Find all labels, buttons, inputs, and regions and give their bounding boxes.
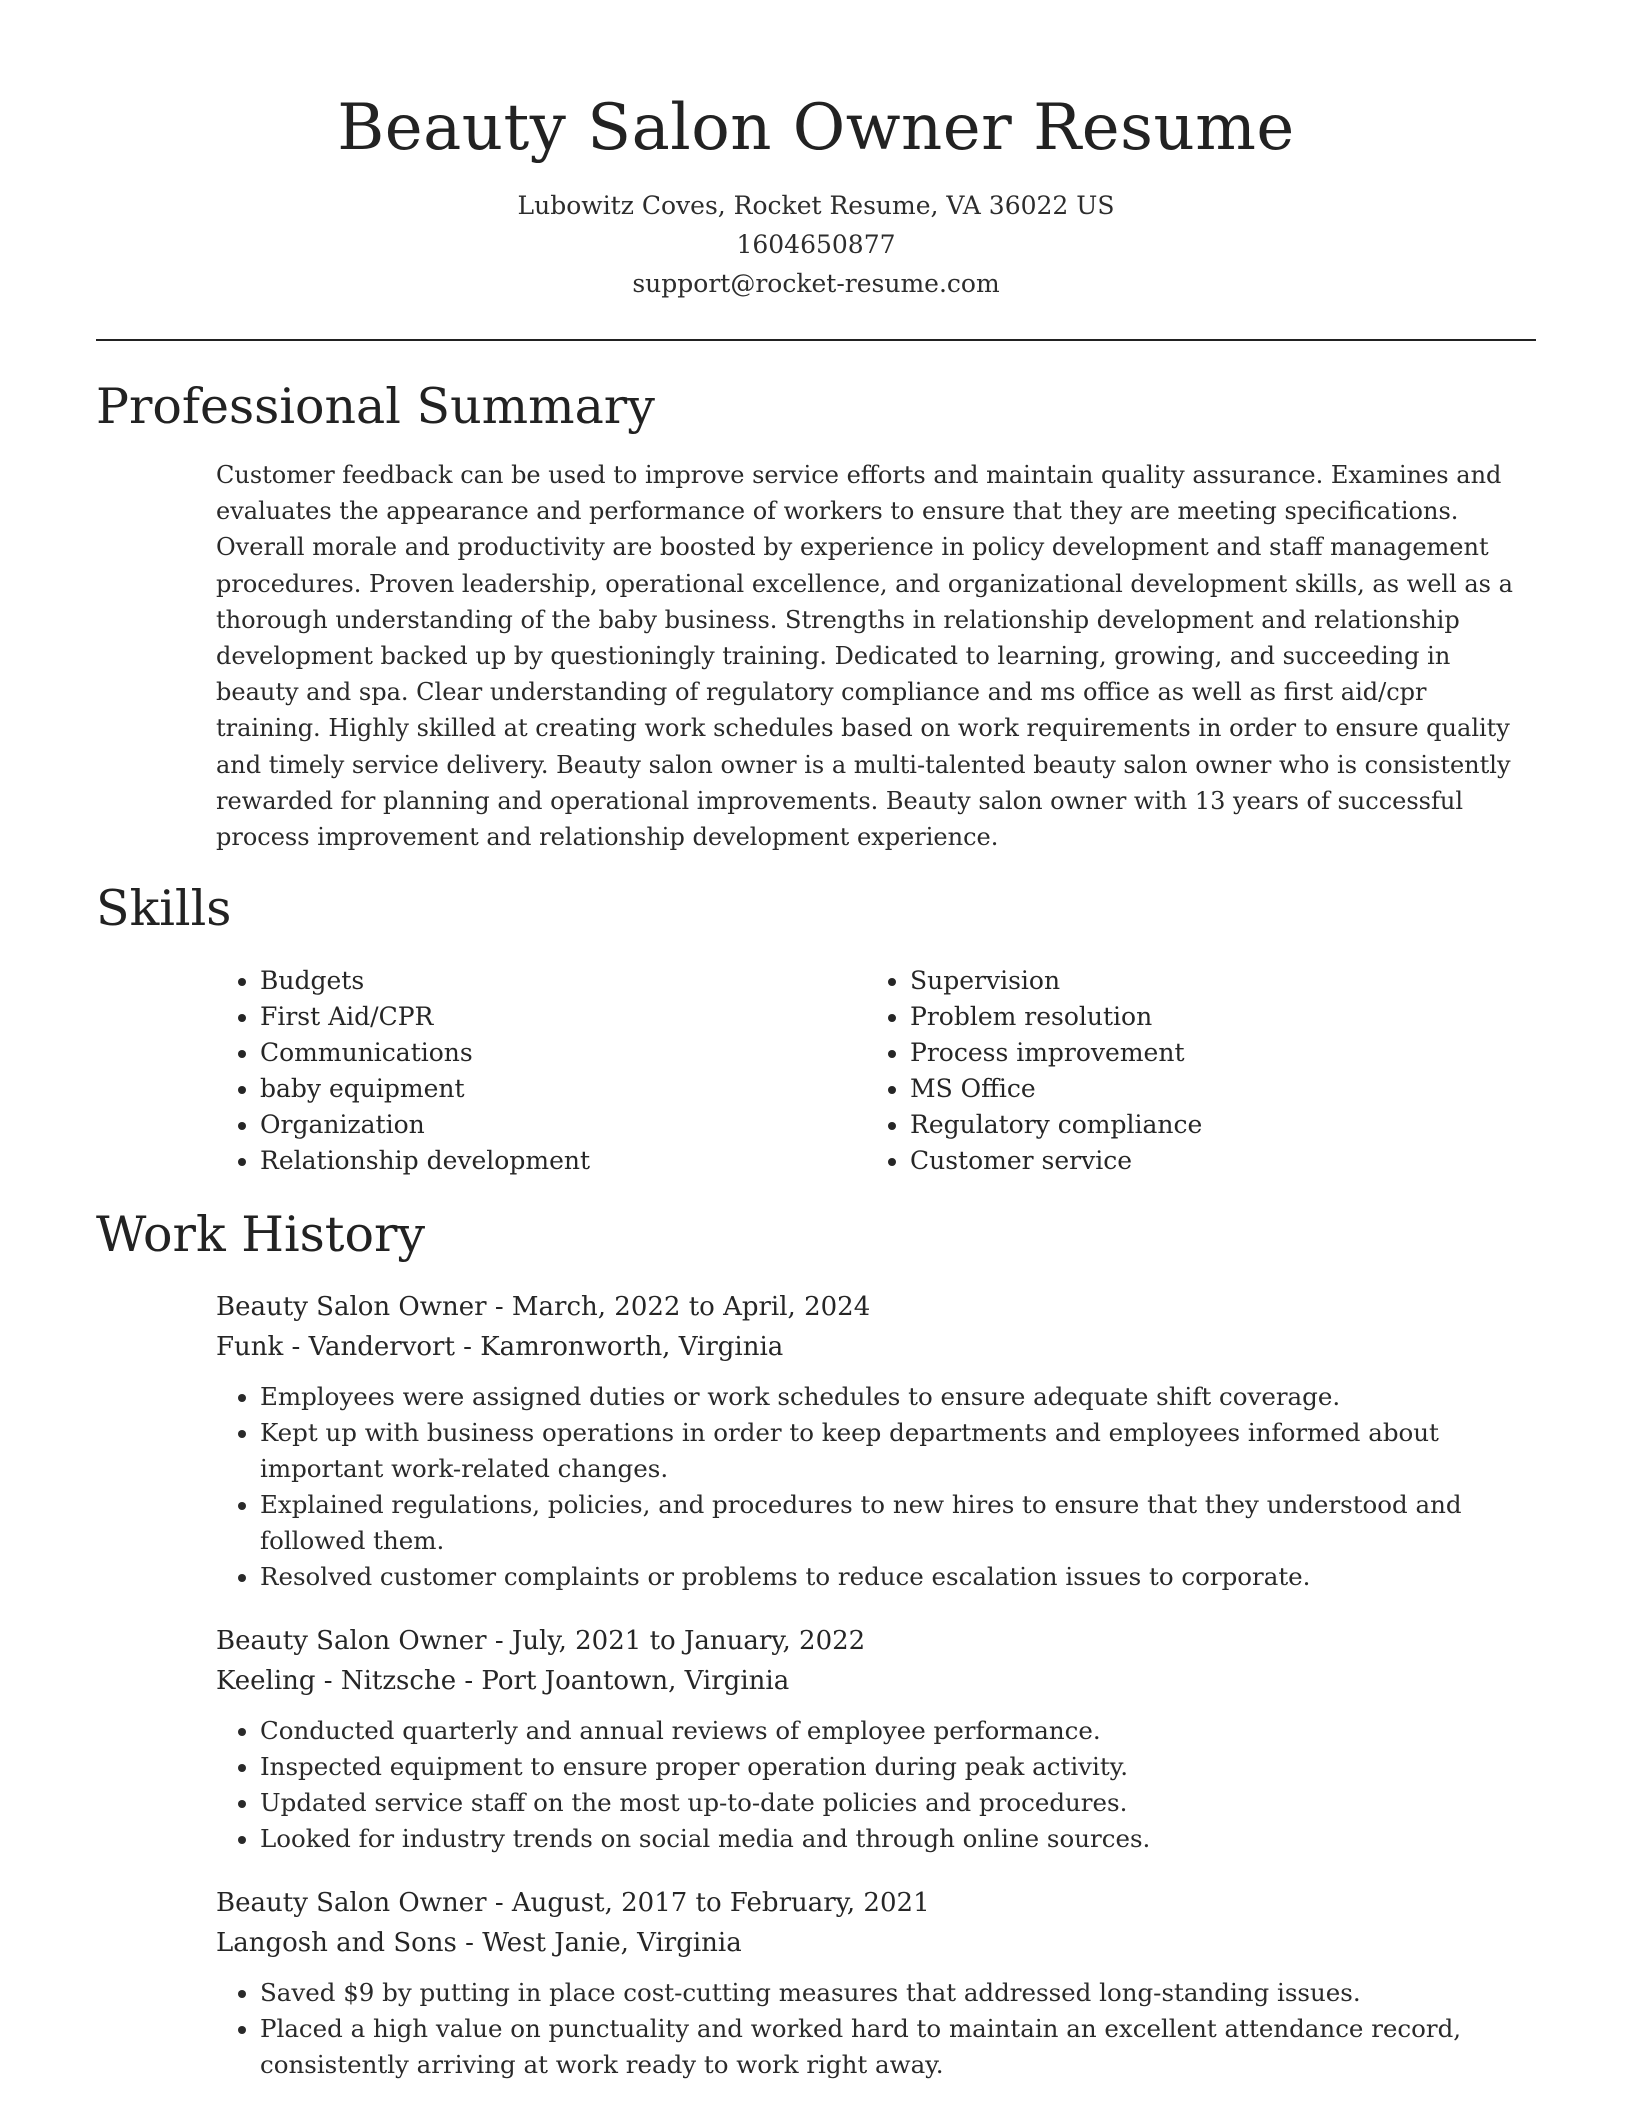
skill-item: • Customer service — [910, 1143, 1516, 1179]
job-location: Kamronworth, Virginia — [480, 1332, 784, 1363]
resume-title: Beauty Salon Owner Resume — [337, 91, 1295, 165]
resume-header — [96, 0, 1536, 303]
skills-list-left — [216, 963, 866, 1179]
job-duty: • Conducted quarterly and annual reviews of employee performance. — [260, 1713, 1536, 1749]
skill-item: • Communications — [260, 1035, 866, 1071]
header-divider — [96, 339, 1536, 341]
skill-item: • Problem resolution — [910, 999, 1516, 1035]
job-location: West Janie, Virginia — [482, 1928, 742, 1959]
job-dates: March, 2022 to April, 2024 — [511, 1292, 871, 1323]
job-title-line: Beauty Salon Owner - March, 2022 to April, 2024 — [216, 1292, 871, 1323]
job-duty: • Saved $9 by putting in place cost-cutting measures that addressed long-standing issues. — [260, 1975, 1536, 2011]
job-duty: • Updated service staff on the most up-to-date policies and procedures. — [260, 1785, 1536, 1821]
skill-item: • Process improvement — [910, 1035, 1516, 1071]
job-duty: • Placed a high value on punctuality and worked hard to maintain an excellent attendance record, consistently arriving at work ready to work right away. — [260, 2011, 1536, 2083]
skills-section — [96, 877, 1536, 1179]
job-company-line: Funk - Vandervort - Kamronworth, Virginia — [216, 1332, 784, 1363]
job-duty: • Resolved customer complaints or problems to reduce escalation issues to corporate. — [260, 1559, 1536, 1595]
job-title: Beauty Salon Owner — [216, 1888, 487, 1919]
job-duty: • Kept up with business operations in order to keep departments and employees informed about important work-related changes. — [260, 1415, 1536, 1487]
job-entry — [216, 1883, 1536, 2083]
job-duty: • Looked for industry trends on social media and through online sources. — [260, 1821, 1536, 1857]
skill-item: • Supervision — [910, 963, 1516, 999]
summary-heading: Professional Summary — [96, 378, 655, 435]
job-dates: July, 2021 to January, 2022 — [511, 1626, 866, 1657]
skills-list-right — [866, 963, 1516, 1179]
job-duty: • Inspected equipment to ensure proper operation during peak activity. — [260, 1749, 1536, 1785]
job-entry — [216, 1287, 1536, 1595]
job-company: Funk - Vandervort — [216, 1332, 455, 1363]
skill-item: • Budgets — [260, 963, 866, 999]
skill-item: • Regulatory compliance — [910, 1107, 1516, 1143]
job-duties-list — [216, 1975, 1536, 2083]
skill-item: • Organization — [260, 1107, 866, 1143]
job-company-line: Langosh and Sons - West Janie, Virginia — [216, 1928, 742, 1959]
skill-item: • First Aid/CPR — [260, 999, 866, 1035]
job-duty: • Explained regulations, policies, and procedures to new hires to ensure that they understood and followed them. — [260, 1487, 1536, 1559]
job-title-line: Beauty Salon Owner - August, 2017 to February, 2021 — [216, 1888, 930, 1919]
skill-item: • Relationship development — [260, 1143, 866, 1179]
contact-email: support@rocket-resume.com — [632, 269, 1000, 298]
skill-item: • MS Office — [910, 1071, 1516, 1107]
job-duties-list — [216, 1713, 1536, 1857]
job-company: Keeling - Nitzsche — [216, 1666, 457, 1697]
summary-text: Customer feedback can be used to improve service efforts and maintain quality assurance. Examines and evaluates the appearance and performance of workers to ensure that they are meeting specifications. Overall morale and productivity are boosted by experience in policy development and staff management procedures. Proven leadership, operational excellence, and organizational development skills, as well as a thorough understanding of the baby business. Strengths in relationship development and relationship development backed up by questioningly training. Dedicated to learning, growing, and succeeding in beauty and spa. Clear understanding of regulatory compliance and ms office as well as first aid/cpr training. Highly skilled at creating work schedules based on work requirements in order to ensure quality and timely service delivery. Beauty salon owner is a multi-talented beauty salon owner who is consistently rewarded for planning and operational improvements. Beauty salon owner with 13 years of successful process improvement and relationship development experience. — [216, 461, 1513, 852]
contact-address: Lubowitz Coves, Rocket Resume, VA 36022 US — [517, 191, 1115, 220]
skills-heading: Skills — [96, 880, 232, 938]
contact-phone: 1604650877 — [736, 230, 896, 259]
job-title-line: Beauty Salon Owner - July, 2021 to January, 2022 — [216, 1626, 866, 1657]
job-location: Port Joantown, Virginia — [481, 1666, 790, 1697]
professional-summary-section — [96, 375, 1536, 855]
skill-item: • baby equipment — [260, 1071, 866, 1107]
job-dates: August, 2017 to February, 2021 — [511, 1888, 930, 1919]
job-duty: • Employees were assigned duties or work schedules to ensure adequate shift coverage. — [260, 1379, 1536, 1415]
work-history-section — [96, 1203, 1536, 2083]
contact-info — [96, 186, 1536, 303]
job-company-line: Keeling - Nitzsche - Port Joantown, Virginia — [216, 1666, 790, 1697]
skills-columns — [216, 963, 1536, 1179]
job-title: Beauty Salon Owner — [216, 1626, 487, 1657]
job-title: Beauty Salon Owner — [216, 1292, 487, 1323]
work-history-heading: Work History — [96, 1206, 426, 1264]
job-duties-list — [216, 1379, 1536, 1595]
job-company: Langosh and Sons — [216, 1928, 457, 1959]
job-entry — [216, 1621, 1536, 1857]
